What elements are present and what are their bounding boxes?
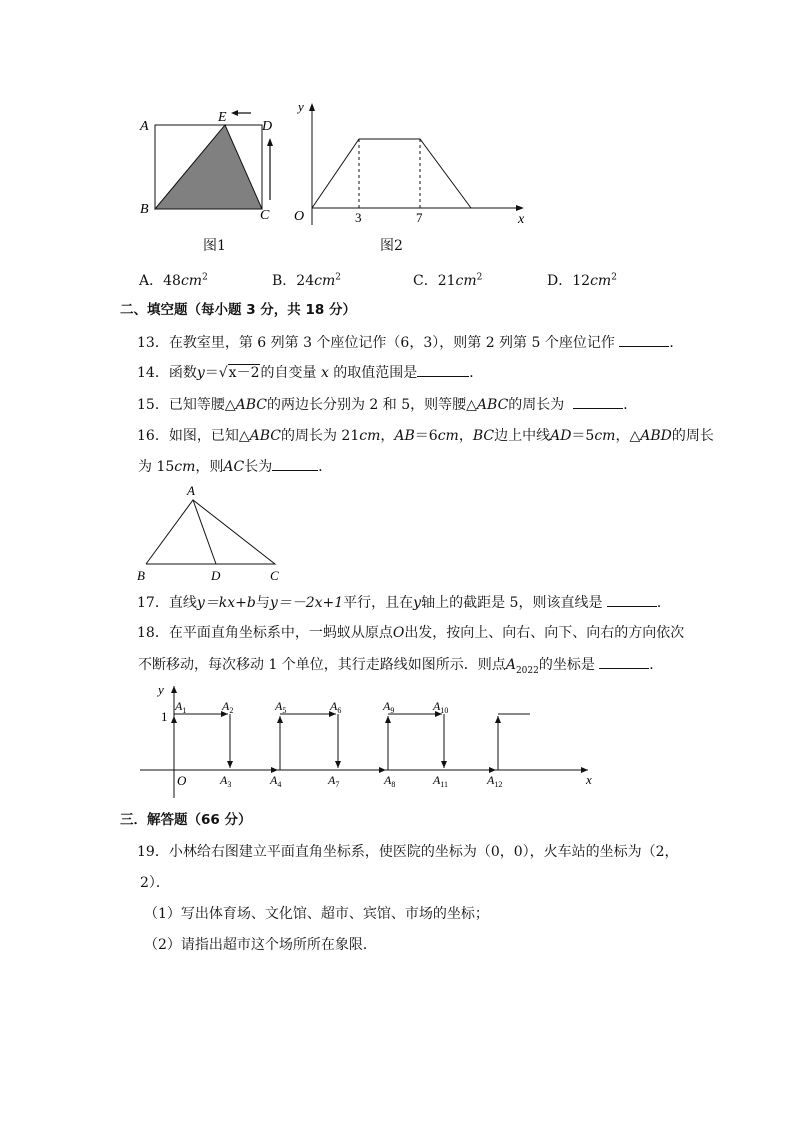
fig18-point-a12 [486,773,502,789]
choice-a: A．$48cm^2$ [139,272,208,289]
question-17: 17．直线y＝kx+b与y＝－2x+1平行，且在y轴上的截距是 5，则该直线是 ． [137,592,671,613]
fig18-point-a9 [382,699,394,715]
question-19-sub-2: （2）请指出超市这个场所所在象限． [144,937,377,953]
fig1-label-b: B [140,202,149,217]
svg-text:A7: $A_7$ [328,773,340,789]
fig16-label-d: D [211,568,221,583]
svg-text:A5: $A_5$ [275,699,287,715]
svg-text:A8: $A_8$ [384,773,396,789]
fig2-caption: 图2 [380,238,403,254]
svg-text:A10: $A_{10}$ [433,699,449,715]
fig18-point-a8 [383,773,395,789]
svg-text:A11: $A_{11}$ [433,773,449,789]
fig16-label-c: C [270,568,279,583]
choice-b: B．$24cm^2$ [272,272,341,289]
fig18-point-a10 [432,699,448,715]
fig18-point-a2 [221,699,233,715]
fig2-origin-label: O [294,209,305,224]
svg-text:A2: $A_2$ [222,699,234,715]
fig1-label-d: D [262,119,273,134]
fig18-point-a6 [329,699,341,715]
fig1-label-e: E [218,110,227,125]
question-19-line-2: 2）． [140,875,170,891]
question-19-line-1: 19．小林给右图建立平面直角坐标系，使医院的坐标为（0，0），火车站的坐标为（2， [137,844,679,860]
fig16-label-a: A [187,483,195,498]
fig2-tick-7: 7 [416,210,423,225]
question-18-line-2: 不断移动，每次移动 1 个单位，其行走路线如图所示．则点$A_{2022}$的坐标是 ． [138,654,663,681]
svg-text:A1: $A_1$ [175,699,187,715]
question-13: 13．在教室里，第 6 列第 3 个座位记作（6，3），则第 2 列第 5 个座位记作 ． [137,332,683,353]
fig1-label-c: C [260,208,270,223]
question-16-line-2: 为 15cm，则AC长为 ． [138,456,332,477]
fig2-tick-3: 3 [355,210,362,225]
question-15: 15．已知等腰△ABC的两边长分别为 2 和 5，则等腰△ABC的周长为 ． [137,394,637,415]
choice-c: C．$21cm^2$ [413,272,483,289]
svg-text:A4: $A_4$ [270,773,282,789]
fig18-point-a11 [432,773,448,789]
figure-16 [132,482,292,585]
fig18-point-a3 [219,773,231,789]
section-3-heading: 三．解答题（66 分） [120,812,252,828]
section-2-heading: 二、填空题（每小题 3 分，共 18 分） [120,302,356,318]
svg-text:A3: $A_3$ [220,773,232,789]
svg-text:A12: $A_{12}$ [487,773,503,789]
choice-d: D．$12cm^2$ [547,272,617,289]
fig18-one: 1 [161,709,168,724]
svg-text:A9: $A_9$ [383,699,395,715]
fig18-y: y [158,682,164,697]
fig18-point-a7 [327,773,339,789]
fig18-origin: O [177,773,187,788]
fig1-label-a: A [140,119,149,134]
svg-text:A6: $A_6$ [330,699,342,715]
fig2-y-label: y [298,99,304,114]
fig1-caption: 图1 [203,238,226,254]
figure-2 [290,95,540,230]
fig18-x: x [586,772,592,787]
question-16-line-1: 16．如图，已知△ABC的周长为 21cm，AB＝6cm，BC边上中线AD＝5cm，△ABD的周长 [137,428,714,444]
fig18-point-a1 [174,699,186,715]
question-14: 14．函数y＝√x－2的自变量 x 的取值范围是 ． [137,362,483,383]
fig16-label-b: B [137,568,145,583]
figure-18 [140,680,610,800]
fig2-x-label: x [518,212,525,227]
fig18-point-a4 [269,773,281,789]
question-18-line-1: 18．在平面直角坐标系中，一蚂蚁从原点O出发，按向上、向右、向下、向右的方向依次 [137,625,685,641]
fig18-point-a5 [274,699,286,715]
question-19-sub-1: （1）写出体育场、文化馆、超市、宾馆、市场的坐标； [144,906,489,922]
